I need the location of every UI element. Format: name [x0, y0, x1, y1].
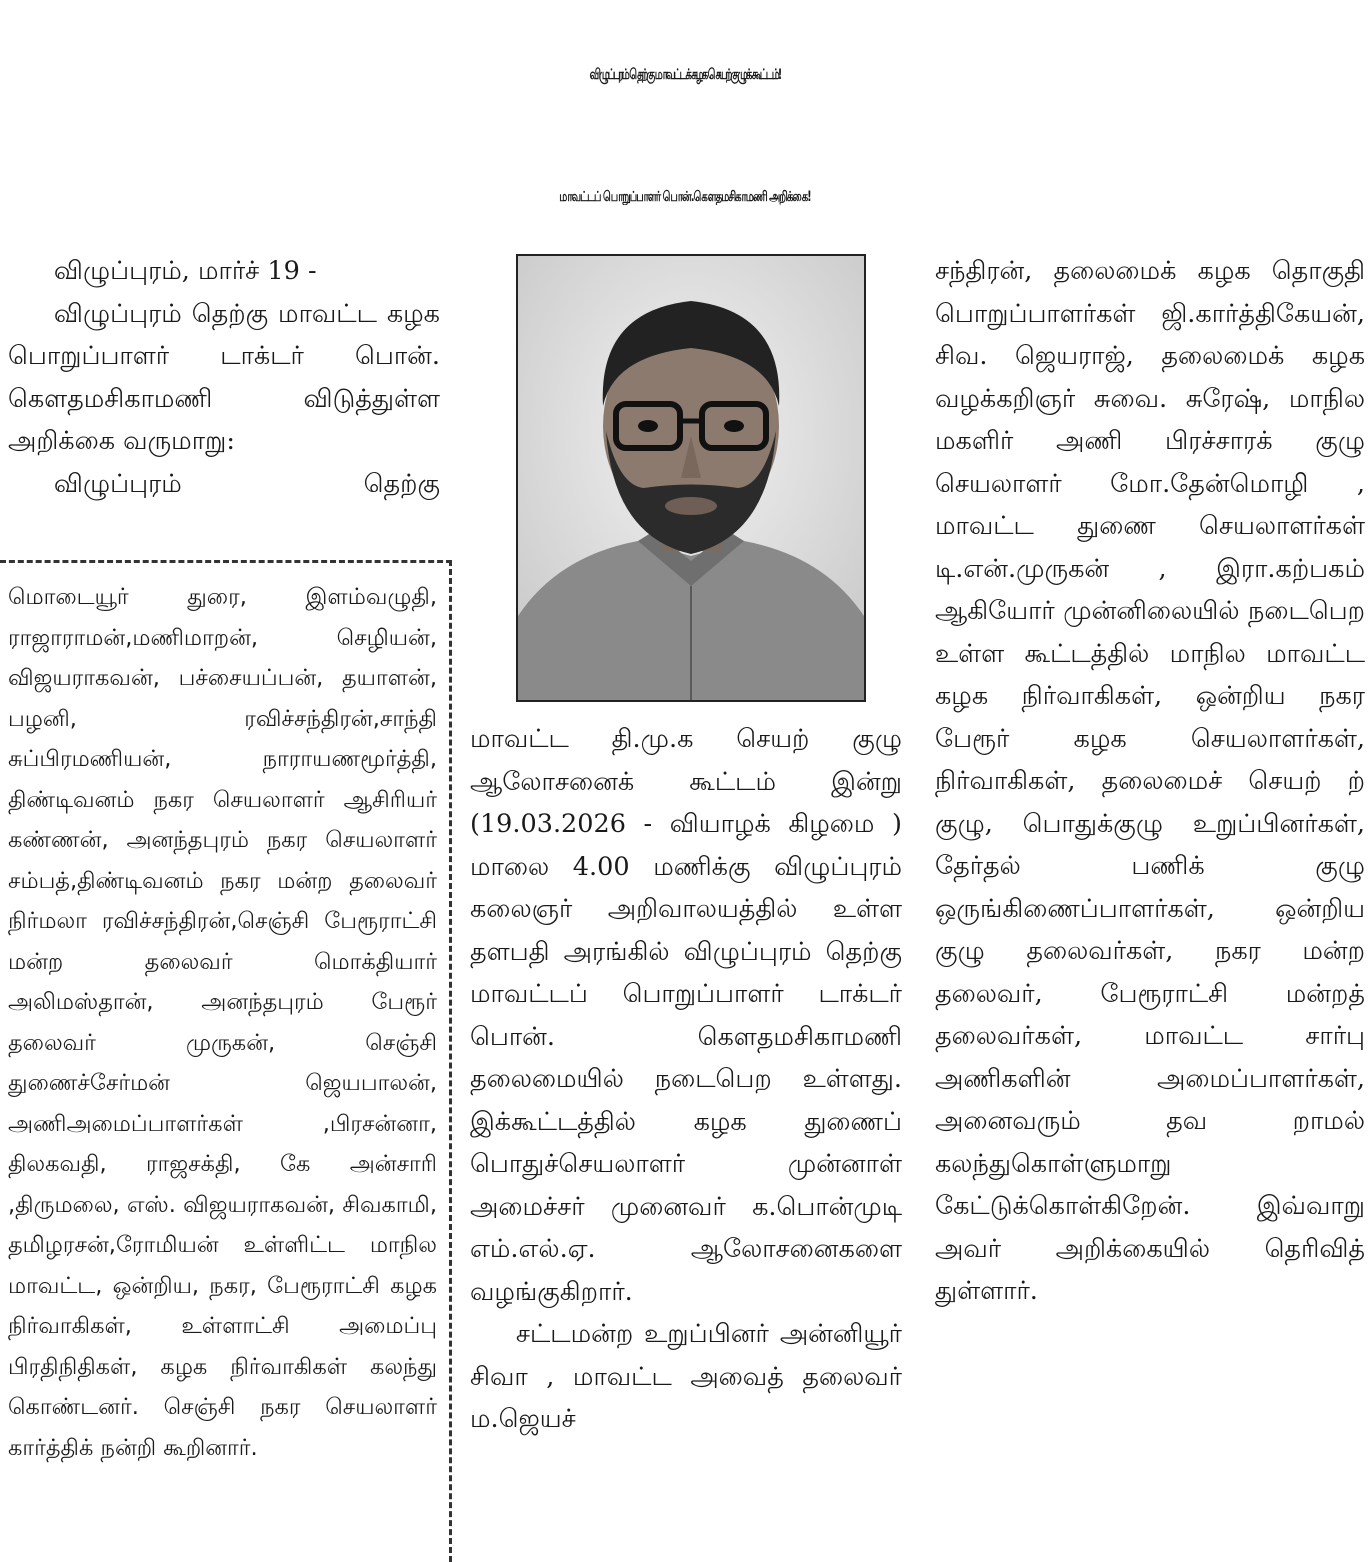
column-middle-paragraph-1: மாவட்ட தி.மு.க செயற் குழு ஆலோசனைக் கூட்டம் இன்று (19.03.2026 - வியாழக் கிழமை ) மாலை 4.00 மணிக்கு விழுப்புரம் கலைஞர் அறிவாலயத்தில் உள்ள தளபதி அரங்கில் விழுப்புரம் தெற்கு மாவட்டப் பொறுப்பாளர் டாக்டர் பொன். கௌதமசிகாமணி தலைமையில் நடைபெற உள்ளது. இக்கூட்டத்தில் கழக துணைப் பொதுச்செயலாளர் முன்னாள் அமைச்சர் முனைவர் க.பொன்முடி எம்.எல்.ஏ. ஆலோசனைகளை வழங்குகிறார்.: [470, 724, 902, 1307]
portrait-photo: [516, 254, 866, 702]
headline: விழுப்புரம் தெற்கு மாவட்டக் கழக செயற்குழுக் கூட்டம்!: [589, 67, 781, 84]
dateline: விழுப்புரம், மார்ச் 19 -: [53, 256, 317, 286]
column-right: [935, 250, 1365, 1313]
boxed-previous-event-text: மொடையூர் துரை, இளம்வழுதி, ராஜாராமன்,மணிமாறன், செழியன், விஜயராகவன், பச்சையப்பன், தயாளன், பழனி, ரவிச்சந்திரன்,சாந்தி சுப்பிரமணியன், நாராயணமூர்த்தி, திண்டிவனம் நகர செயலாளர் ஆசிரியர் கண்ணன், அனந்தபுரம் நகர செயலாளர் சம்பத்,திண்டிவனம் நகர மன்ற தலைவர் நிர்மலா ரவிச்சந்திரன்,செஞ்சி பேரூராட்சி மன்ற தலைவர் மொக்தியார் அலிமஸ்தான், அனந்தபுரம் பேரூர் தலைவர் முருகன், செஞ்சி துணைச்சேர்மன் ஜெயபாலன், அணிஅமைப்பாளர்கள் ,பிரசன்னா, திலகவதி, ராஜசக்தி, கே அன்சாரி ,திருமலை, எஸ். விஜயராகவன், சிவகாமி, தமிழரசன்,ரோமியன் உள்ளிட்ட மாநில மாவட்ட, ஒன்றிய, நகர, பேரூராட்சி கழக நிர்வாகிகள், உள்ளாட்சி அமைப்பு பிரதிநிதிகள், கழக நிர்வாகிகள் கலந்து கொண்டனர். செஞ்சி நகர செயலாளர் கார்த்திக் நன்றி கூறினார்.: [0, 560, 452, 1562]
column-right-body: சந்திரன், தலைமைக் கழக தொகுதி பொறுப்பாளர்கள் ஜி.கார்த்திகேயன், சிவ. ஜெயராஜ், தலைமைக் கழக வழக்கறிஞர் சுவை. சுரேஷ், மாநில மகளிர் அணி பிரச்சாரக் குழு செயலாளர் மோ.தேன்மொழி , மாவட்ட துணை செயலாளர்கள் டி.என்.முருகன் , இரா.கற்பகம் ஆகியோர் முன்னிலையில் நடைபெற உள்ள கூட்டத்தில் மாநில மாவட்ட கழக நிர்வாகிகள், ஒன்றிய நகர பேரூர் கழக செயலாளர்கள், நிர்வாகிகள், தலைமைச் செயற் ற் குழு, பொதுக்குழு உறுப்பினர்கள், தேர்தல் பணிக் குழு ஒருங்கிணைப்பாளர்கள், ஒன்றிய குழு தலைவர்கள், நகர மன்ற தலைவர், பேரூராட்சி மன்றத் தலைவர்கள், மாவட்ட சார்பு அணிகளின் அமைப்பாளர்கள், அனைவரும் தவ றாமல் கலந்துகொள்ளுமாறு கேட்டுக்கொள்கிறேன். இவ்வாறு அவர் அறிக்கையில் தெரிவித் துள்ளார்.: [935, 256, 1365, 1306]
column-middle-paragraph-2: சட்டமன்ற உறுப்பினர் அன்னியூர் சிவா , மாவட்ட அவைத் தலைவர் ம.ஜெயச்: [470, 1319, 902, 1434]
column-left-body: விழுப்புரம் தெற்கு மாவட்ட கழக பொறுப்பாளர் டாக்டர் பொன். கௌதமசிகாமணி விடுத்துள்ள அறிக்கை வருமாறு:: [8, 298, 440, 456]
column-left: [8, 250, 440, 505]
person-portrait-image: [518, 256, 864, 700]
column-middle: [470, 718, 902, 1441]
column-left-continue: விழுப்புரம் தெற்கு: [53, 468, 440, 499]
subheadline: மாவட்டப் பொறுப்பாளர் பொன்.கௌதமசிகாமணி அறிக்கை!: [559, 189, 811, 205]
